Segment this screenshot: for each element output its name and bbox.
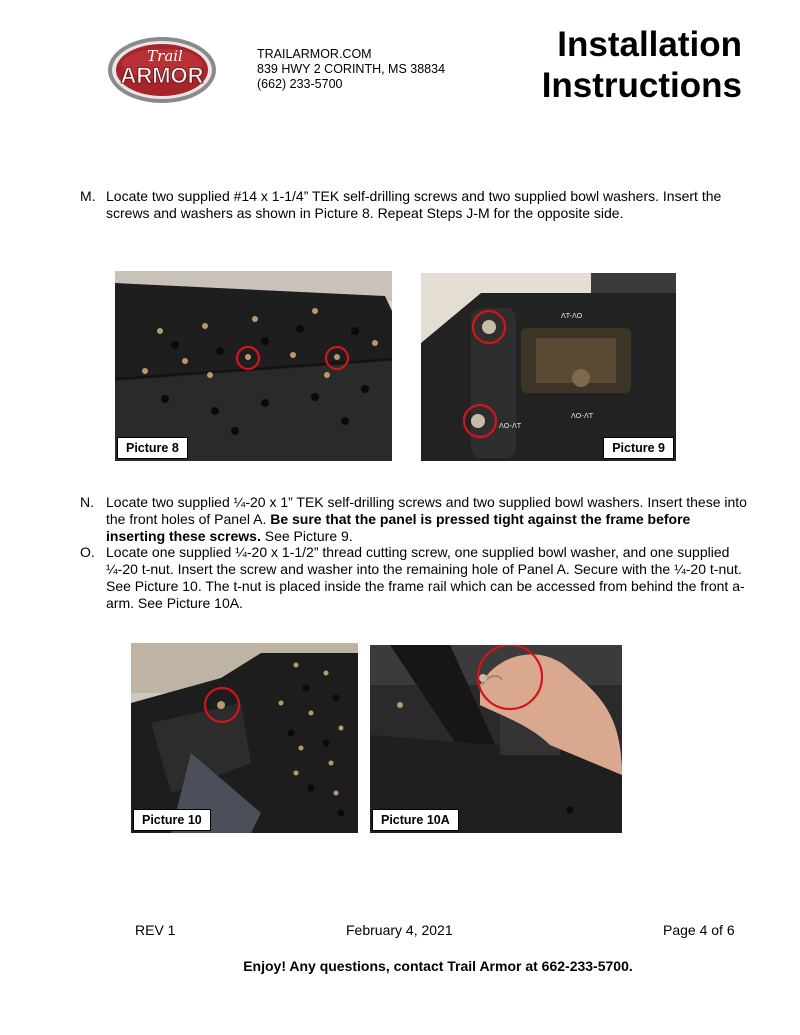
step-text: Locate two supplied #14 x 1-1/4” TEK self-drilling screws and two supplied bowl washers. Insert the screws and washers as shown in Picture 8. Repeat Steps J-M for the opposite side. [106,188,722,221]
picture-9-caption: Picture 9 [603,437,674,459]
panel-mark-3: ɅO-ɅT [571,412,594,420]
step-o [80,544,748,612]
company-info [257,47,445,92]
picture-8-photo [115,271,392,461]
company-phone: (662) 233-5700 [257,77,343,91]
step-letter: M. [80,188,96,204]
picture-10-photo [131,643,358,833]
step-letter: O. [80,544,95,560]
company-address: 839 HWY 2 CORINTH, MS 38834 [257,62,446,76]
step-m [80,188,748,222]
title-line-1: Installation [557,25,742,64]
logo-text-top: Trail [147,47,183,65]
trail-armor-logo [107,36,217,104]
revision-label: REV 1 [135,922,176,938]
picture-8-caption: Picture 8 [117,437,188,459]
page-title [520,24,742,106]
company-website: TRAILARMOR.COM [257,47,372,61]
step-letter: N. [80,494,94,510]
document-date: February 4, 2021 [346,922,453,938]
title-line-2: Instructions [541,66,742,105]
step-warning: Be sure that the panel is pressed tight against the frame before inserting these screws. [106,511,691,544]
contact-line: Enjoy! Any questions, contact Trail Armor at 662-233-5700. [243,958,633,974]
step-n [80,494,748,545]
picture-10a-caption: Picture 10A [372,809,459,831]
panel-mark-1: ɅT-ɅO [561,312,583,320]
step-text: Locate two supplied ¼-20 x 1” TEK self-drilling screws and two supplied bowl washers. Insert these into the front holes of Panel A. Be sure that the panel is pressed tight against the frame before inserting these screws. See Picture 9. [106,494,747,544]
picture-9-photo [421,273,676,461]
page-number: Page 4 of 6 [663,922,735,938]
logo-text-main: ARMOR [120,63,204,88]
picture-10-caption: Picture 10 [133,809,211,831]
panel-mark-2: ɅO-ɅT [499,422,522,430]
step-text: Locate one supplied ¼-20 x 1-1/2” thread cutting screw, one supplied bowl washer, and one supplied ¼-20 t-nut. Insert the screw and washer into the remaining hole of Panel A. Secure with the ¼-20 t-nut. See Picture 10. The t-nut is placed inside the frame rail which can be accessed from behind the front a-arm. See Picture 10A. [106,544,745,611]
picture-10a-photo [370,645,622,833]
